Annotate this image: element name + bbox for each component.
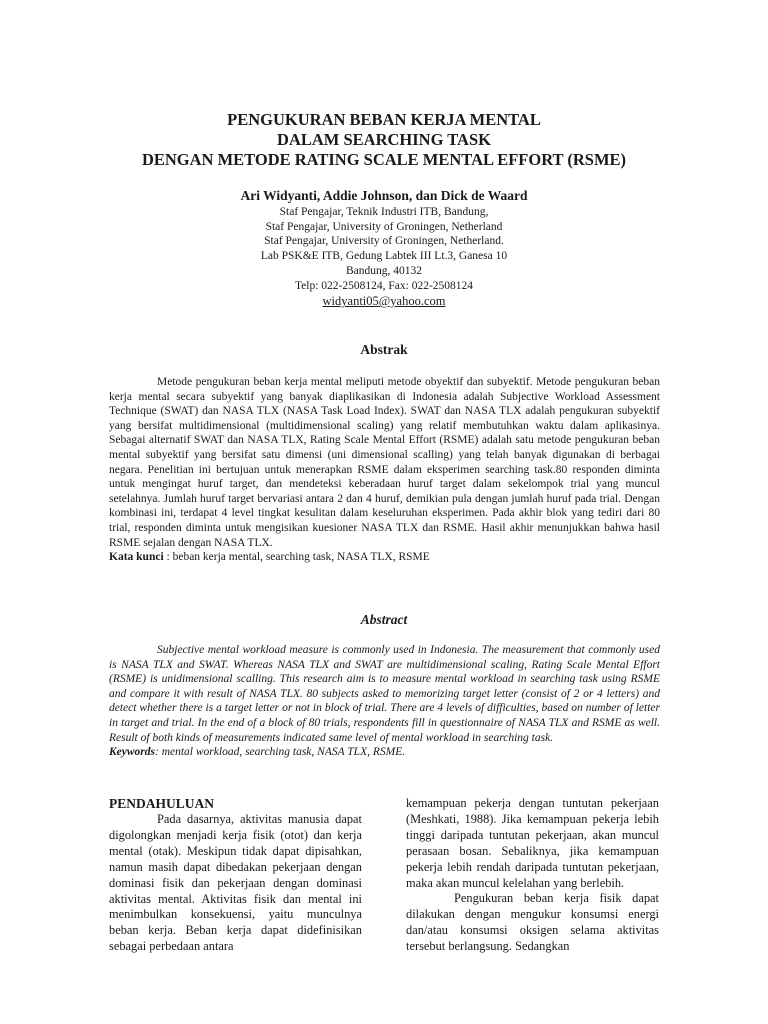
author-email[interactable]: widyanti05@yahoo.com [322, 294, 446, 309]
abstract-heading: Abstract [360, 612, 408, 627]
title-line-2: DALAM SEARCHING TASK [277, 130, 491, 149]
keywords-label: Keywords [109, 746, 155, 759]
keywords-text: : beban kerja mental, searching task, NASA TLX, RSME [163, 551, 430, 564]
abstrak-heading: Abstrak [360, 342, 408, 357]
affiliations [0, 205, 768, 310]
intro-heading: PENDAHULUAN [109, 796, 215, 811]
paper-title [0, 110, 768, 170]
author-list: Ari Widyanti, Addie Johnson, dan Dick de Waard [240, 188, 528, 203]
abstract-section [109, 643, 660, 760]
affiliation-line: Bandung, 40132 [345, 264, 423, 277]
affiliation-line: Staf Pengajar, Teknik Industri ITB, Bandung, [279, 206, 489, 218]
abstract-keywords [109, 745, 660, 760]
abstrak-keywords [109, 550, 660, 565]
title-line-3: DENGAN METODE RATING SCALE MENTAL EFFORT (RSME) [141, 150, 627, 169]
intro-paragraph: Pada dasarnya, aktivitas manusia dapat digolongkan menjadi kerja fisik (otot) dan kerja mental (otak). Meskipun tidak dapat dipisahkan, namun masih dapat dibedakan pekerjaan dengan dominasi fisik dan pekerjaan dengan dominasi aktivitas mental. Aktivitas fisik dan mental ini menimbulkan konsekuensi, yaitu munculnya beban kerja. Beban kerja dapat didefinisikan sebagai perbedaan antara [109, 812, 362, 954]
intro-paragraph: kemampuan pekerja dengan tuntutan pekerjaan (Meshkati, 1988). Jika kemampuan pekerja lebih tinggi daripada tuntutan pekerjaan, akan muncul perasaan bosan. Sebaliknya, jika kemampuan pekerja lebih rendah daripada tuntutan pekerjaan, maka akan muncul kelelahan yang berlebih. [406, 796, 659, 890]
intro-paragraph: Pengukuran beban kerja fisik dapat dilakukan dengan mengukur konsumsi energi dan/atau konsumsi oksigen selama aktivitas tersebut berlangsung. Sedangkan [406, 891, 659, 954]
affiliation-line: Staf Pengajar, University of Groningen, Netherland. [264, 235, 504, 248]
affiliation-line: Staf Pengajar, University of Groningen, Netherland [265, 220, 503, 233]
keywords-text: : mental workload, searching task, NASA TLX, RSME. [155, 746, 406, 759]
intro-left-column [109, 796, 362, 955]
affiliation-line: Lab PSK&E ITB, Gedung Labtek III Lt.3, Ganesa 10 [260, 250, 508, 263]
keywords-label: Kata kunci [109, 551, 164, 564]
abstract-body: Subjective mental workload measure is commonly used in Indonesia. The measurement that commonly used is NASA TLX and SWAT. Whereas NASA TLX and SWAT are multidimensional scaling, Rating Scale Mental Effort (RSME) is unidimensional scalling. This research aim is to measure mental workload in searching task using RSME and compare it with result of NASA TLX. 80 subjects asked to memorizing target letter (consist of 2 or 4 letters) and detect whether there is a target letter or not in block of trial. There are 4 levels of difficulties, based on number of letter in target and trial. In the end of a block of 80 trials, respondents fill in questionnaire of NASA TLX and RSME as well. Result of both kinds of measurements indicated same level of mental workload in searching task. [109, 644, 660, 744]
abstrak-body: Metode pengukuran beban kerja mental meliputi metode obyektif dan subyektif. Metode pengukuran beban kerja mental secara subyektif yang banyak diaplikasikan di Indonesia adalah Subjective Workload Assessment Technique (SWAT) dan NASA TLX (NASA Task Load Index). SWAT dan NASA TLX adalah pengukuran subyektif yang bersifat multidimensional (multidimensional scaling) yang relatif membutuhkan waktu dalam aplikasinya. Sebagai alternatif SWAT dan NASA TLX, Rating Scale Mental Effort (RSME) adalah satu metode pengukuran beban mental subyektif yang bersifat satu dimensi (uni dimensional scalling) yang telah banyak digunakan di berbagai negara. Penelitian ini bertujuan untuk menerapkan RSME dalam eksperimen searching task.80 responden diminta untuk mengingat huruf target, dan mendeteksi keberadaan huruf target dalam sekelompok trial yang muncul setelahnya. Jumlah huruf target bervariasi antara 2 dan 4 huruf, demikian pula dengan jumlah huruf pada trial. Dengan kombinasi ini, terdapat 4 level tingkat kesulitan dalam keseluruhan eksperimen. Pada akhir blok yang tediri dari 80 trial, responden diminta untuk mengisikan kuesioner NASA TLX dan RSME. Hasil akhir menunjukkan bahwa hasil RSME sejalan dengan NASA TLX. [109, 376, 660, 549]
title-line-1: PENGUKURAN BEBAN KERJA MENTAL [227, 110, 541, 129]
affiliation-line: Telp: 022-2508124, Fax: 022-2508124 [294, 279, 474, 292]
abstrak-section [109, 375, 660, 565]
intro-right-column [406, 796, 659, 955]
